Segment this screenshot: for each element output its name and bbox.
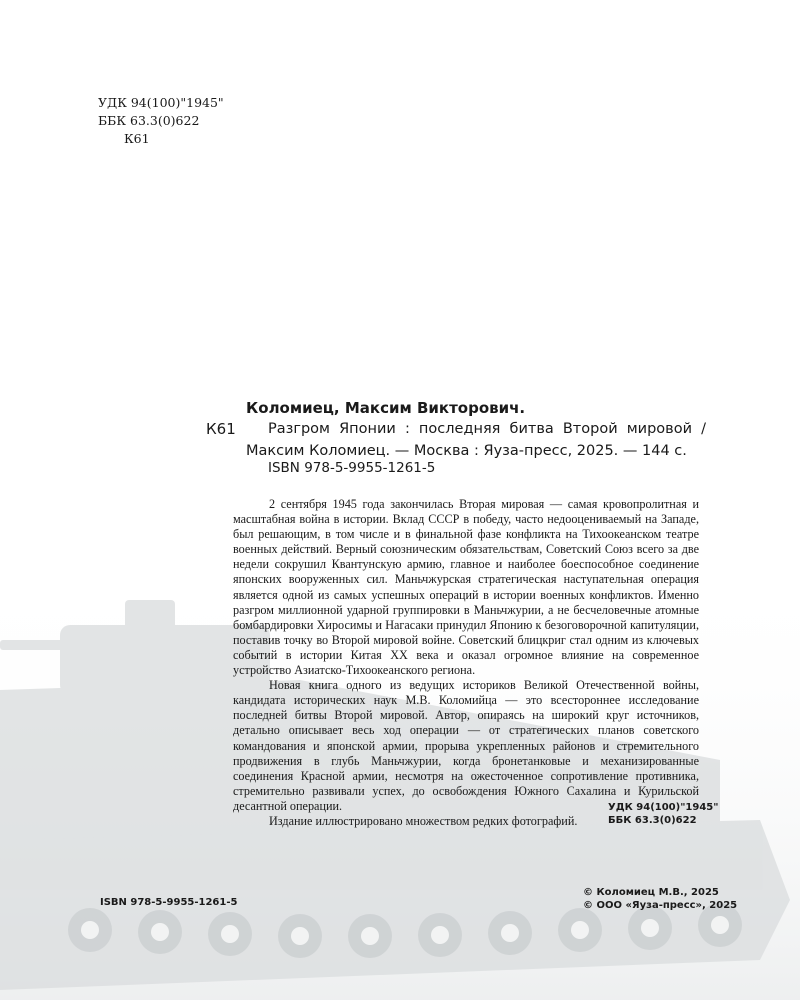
copyright-publisher: © ООО «Яуза-пресс», 2025 [583,900,738,911]
title-line-2: Максим Коломиец. — Москва : Яуза-пресс, 2025. — 144 с. [246,443,687,459]
abstract-paragraph: 2 сентября 1945 года закончилась Вторая мировая — самая кровопролитная и масштабная война в истории. Вклад СССР в победу, часто недооцениваемый на Западе, был решающим, в том числе и в финальной фазе конфликта на Тихоокеанском театре военных действий. Верный союзническим обязательствам, Советский Союз всего за две недели сокрушил Квантунскую армию, главное и наиболее боеспособное соединение японских вооруженных сил. Маньчжурская стратегическая наступательная операция является одной из самых успешных операций в истории военных конфликтов. Именно разгром миллионной ударной группировки в Маньчжурии, а не бесчеловечные атомные бомбардировки Хиросимы и Нагасаки принудил Японию к безоговорочной капитуляции, поставив точку во Второй мировой войне. Советский блицкриг стал одним из ключевых событий в истории Китая XX века и оказал огромное влияние на современное устройство Азиатско-Тихоокеанского региона. [233,497,699,678]
abstract [233,497,699,829]
bbk-code: ББК 63.3(0)622 [98,113,200,128]
classification-codes [98,94,224,148]
abstract-paragraph: Издание иллюстрировано множеством редких фотографий. [269,813,578,828]
author-mark: К61 [124,131,150,146]
record-code: К61 [206,420,236,438]
footer-codes [608,801,718,827]
copyright-author: © Коломиец М.В., 2025 [583,887,719,898]
footer-udk: УДК 94(100)"1945" [608,802,719,813]
footer-bbk: ББК 63.3(0)622 [608,815,697,826]
copyright-block [583,886,737,912]
isbn-main: ISBN 978-5-9955-1261-5 [268,460,436,476]
title-line-1: Разгром Японии : последняя битва Второй мировой / [268,421,706,437]
footer-isbn: ISBN 978-5-9955-1261-5 [100,897,238,908]
author-name: Коломиец, Максим Викторович. [246,399,526,417]
abstract-paragraph: Новая книга одного из ведущих историков Великой Отечественной войны, кандидата исторических наук М.В. Коломийца — это всестороннее исследование последней битвы Второй мировой. Автор, опираясь на широкий круг источников, детально описывает весь ход операции — от стратегических планов советского командования и японской армии, прорыва укрепленных районов и стремительного продвижения в глубь Маньчжурии, когда бронетанковые и механизированные соединения Красной армии, несмотря на ожесточенное сопротивление противника, стремительно развивали успех, до освобождения Южного Сахалина и Курильской десантной операции. [233,678,699,813]
bibliographic-record [246,418,706,462]
udk-code: УДК 94(100)"1945" [98,95,224,110]
